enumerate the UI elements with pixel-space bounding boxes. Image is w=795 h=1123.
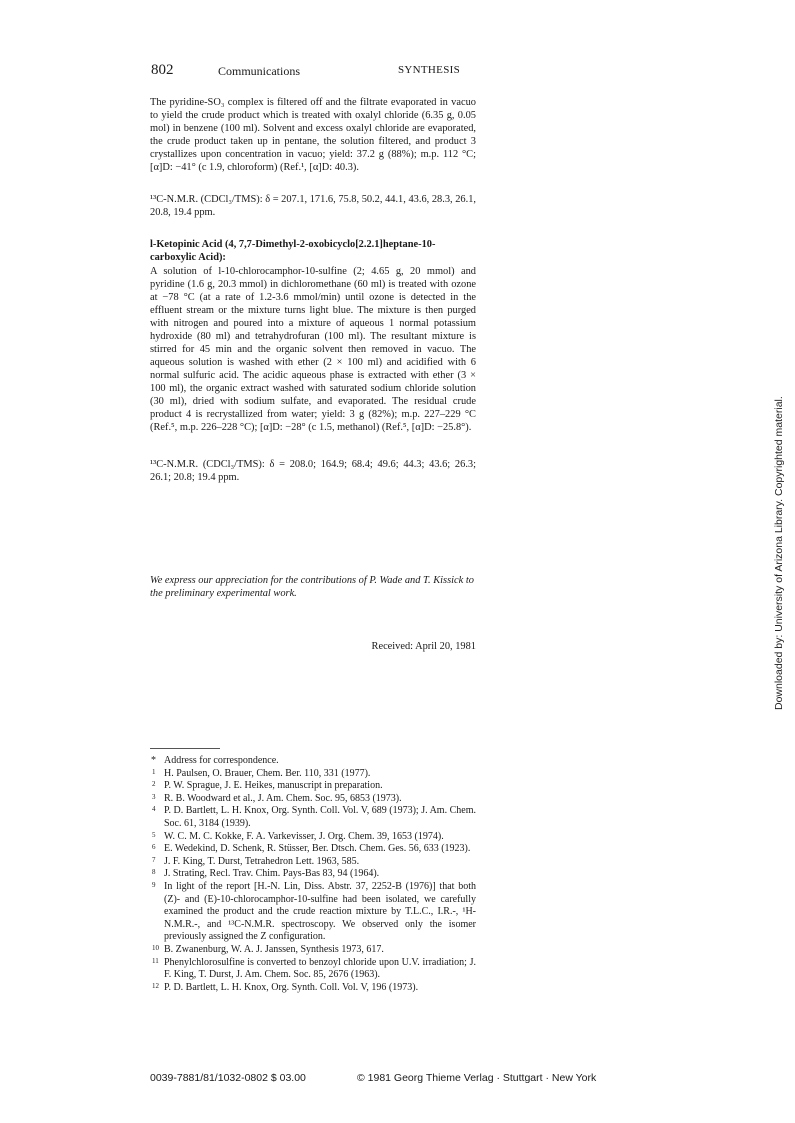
footnote-mark: 3 — [152, 792, 156, 801]
footnote-text: E. Wedekind, D. Schenk, R. Stüsser, Ber. Dtsch. Chem. Ges. 56, 633 (1923). — [164, 843, 471, 855]
footnote-divider — [150, 748, 220, 749]
footnote-text: Address for correspondence. — [164, 755, 279, 766]
footnote-item — [150, 793, 476, 806]
footnote-mark: 11 — [152, 956, 159, 965]
download-watermark: Downloaded by: University of Arizona Library. Copyrighted material. — [773, 396, 785, 710]
footnotes — [150, 755, 476, 994]
footnote-mark: 12 — [152, 981, 159, 990]
footnote-text: R. B. Woodward et al., J. Am. Chem. Soc. 95, 6853 (1973). — [164, 792, 402, 804]
footnote-text: H. Paulsen, O. Brauer, Chem. Ber. 110, 331 (1977). — [164, 767, 371, 779]
footnote-mark: 5 — [152, 830, 156, 839]
footnote-mark: 8 — [152, 868, 156, 877]
footnote-mark: 4 — [152, 805, 156, 814]
footnote-mark: 2 — [152, 780, 156, 789]
footnote-item — [150, 944, 476, 957]
copyright-notice: © 1981 Georg Thieme Verlag · Stuttgart · New York — [357, 1072, 597, 1084]
footnote-text: B. Zwanenburg, W. A. J. Janssen, Synthesis 1973, 617. — [164, 943, 384, 955]
footnote-mark: 6 — [152, 843, 156, 852]
footnote-text: J. F. King, T. Durst, Tetrahedron Lett. 1963, 585. — [164, 855, 360, 867]
journal-name: SYNTHESIS — [398, 64, 460, 76]
footnote-mark: 10 — [152, 943, 159, 952]
acknowledgement: We express our appreciation for the contributions of P. Wade and T. Kissick to the preliminary experimental work. — [150, 575, 474, 599]
procedure-paragraph-1: The pyridine-SO₃ complex is filtered off and the filtrate evaporated in vacuo to yield the crude product which is treated with oxalyl chloride (6.35 g, 0.05 mol) in benzene (100 ml). Solvent and excess oxalyl chloride are evaporated, the crude product taken up in pentane, the solution filtered, and product 3 crystallizes upon concentration in vacuo; yield: 37.2 g (88%); m.p. 112 °C; [α]D: −41° (c 1.9, chloroform) (Ref.¹, [α]D: 40.3). — [150, 97, 476, 173]
footnote-item — [150, 805, 476, 830]
footnote-text: P. D. Bartlett, L. H. Knox, Org. Synth. Coll. Vol. V, 689 (1973); J. Am. Chem. Soc. 61, 3184 (1939). — [164, 805, 476, 829]
footnote-item — [150, 831, 476, 844]
journal-code: 0039-7881/81/1032-0802 $ 03.00 — [150, 1072, 306, 1084]
footnote-item — [150, 957, 476, 982]
compound-subheading: l-Ketopinic Acid (4, 7,7-Dimethyl-2-oxobicyclo[2.2.1]heptane-10-carboxylic Acid): — [150, 239, 436, 263]
footnote-item — [150, 868, 476, 881]
footnote-item — [150, 768, 476, 781]
section-title: Communications — [218, 64, 300, 78]
footnote-text: J. Strating, Recl. Trav. Chim. Pays-Bas 83, 94 (1964). — [164, 868, 380, 880]
footnote-mark: 1 — [152, 767, 156, 776]
footnote-text: In light of the report [H.-N. Lin, Diss. Abstr. 37, 2252-B (1976)] that both (Z)- and (E)-10-chlorocamphor-10-sulfine had been isolated, we carefully examined the product and the crude reaction mixture by T.L.C., I.R.-, ¹H-N.M.R.-, and ¹³C-N.M.R. spectroscopy. We observed only the isomer previously assigned the Z configuration. — [164, 880, 476, 943]
footnote-text: P. W. Sprague, J. E. Heikes, manuscript in preparation. — [164, 780, 383, 792]
footnote-item — [150, 780, 476, 793]
footnote-item — [150, 982, 476, 995]
footnote-item — [150, 881, 476, 944]
nmr-data-2: ¹³C-N.M.R. (CDCl₃/TMS): δ = 208.0; 164.9; 68.4; 49.6; 44.3; 43.6; 26.3; 26.1; 20.8; 19.4 ppm. — [150, 459, 476, 483]
received-date: Received: April 20, 1981 — [371, 641, 476, 652]
footnote-item — [150, 843, 476, 856]
procedure-paragraph-2: A solution of l-10-chlorocamphor-10-sulfine (2; 4.65 g, 20 mmol) and pyridine (1.6 g, 20.3 mmol) in dichloromethane (60 ml) is treated with ozone at −78 °C (at a rate of 1.2-3.6 mmol/min) until ozone is detected in the effluent stream or the mixture turns light blue. The mixture is then purged with nitrogen and poured into a mixture of aqueous 1 normal potassium hydroxide (80 ml) and tetrahydrofuran (100 ml). The resultant mixture is stirred for 45 min and the organic solvent then removed in vacuo. The aqueous solution is washed with ether (2 × 100 ml) and acidified with 6 normal sulfuric acid. The acidic aqueous phase is extracted with ether (3 × 100 ml), the organic extract washed with saturated sodium chloride solution (30 ml), dried with sodium sulfate, and evaporated. The residual crude product 4 is recrystallized from water; yield: 3 g (82%); m.p. 227–229 °C (Ref.⁵, m.p. 226–228 °C); [α]D: −28° (c 1.5, methanol) (Ref.⁵, [α]D: −25.8°). — [150, 266, 476, 433]
page-number: 802 — [151, 62, 174, 78]
footnote-item — [150, 856, 476, 869]
footnote-text: W. C. M. C. Kokke, F. A. Varkevisser, J. Org. Chem. 39, 1653 (1974). — [164, 830, 444, 842]
footnote-text: Phenylchlorosulfine is converted to benzoyl chloride upon U.V. irradiation; J. F. King, T. Durst, J. Am. Chem. Soc. 85, 2676 (1963). — [164, 956, 476, 981]
footnote-mark: 7 — [152, 855, 156, 864]
footnote-item — [150, 755, 476, 768]
footnote-mark: 9 — [152, 880, 156, 889]
nmr-data-1: ¹³C-N.M.R. (CDCl₃/TMS): δ = 207.1, 171.6, 75.8, 50.2, 44.1, 43.6, 28.3, 26.1, 20.8, 19.4 ppm. — [150, 194, 476, 218]
footnote-mark: * — [151, 755, 156, 766]
footnote-text: P. D. Bartlett, L. H. Knox, Org. Synth. Coll. Vol. V, 196 (1973). — [164, 981, 419, 993]
